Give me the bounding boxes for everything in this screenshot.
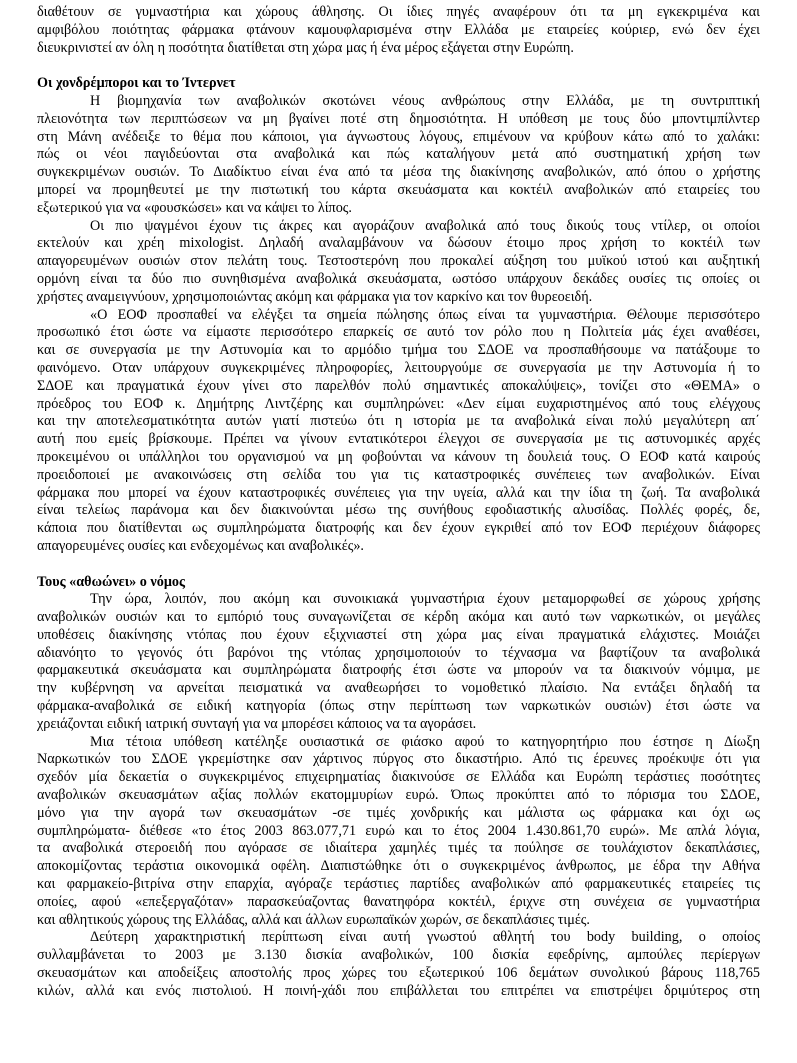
text-line: Την ώρα, λοιπόν, που ακόμη και συνοικιακά γυμναστήρια έχουν μεταμορφωθεί σε χώρους χρήσης — [90, 591, 760, 608]
text-line: Η βιομηχανία των αναβολικών σκοτώνει νέους ανθρώπους στην Ελλάδα, με τη συντριπτική — [90, 92, 760, 109]
text-line: μπορεί να προμηθευτεί με την πιστωτική του κάρτα σκευάσματα και κοκτέιλ αναβολικών από εταιρείες του — [37, 181, 760, 198]
paragraph — [37, 734, 760, 930]
text-line: πρόεδρος του ΕΟΦ κ. Δημήτρης Λιντζέρης και συμπληρώνει: «Δεν είμαι ευχαριστημένος από τους ελέγχους — [37, 395, 760, 412]
text-line: μόνο για την αγορά των σκευασμάτων -σε τιμές χονδρικής και μάλιστα ως φάρμακα και όχι ως — [37, 804, 760, 821]
text-line: στη Μάνη ανέδειξε το θέμα που κάποιοι, για άγνωστους λόγους, επιμένουν να κρύβουν κάτω από το χαλάκι: — [37, 128, 760, 145]
text-line: συγκεκριμένων ουσιών. Το Διαδίκτυο είναι ένα από τα μέσα της διακίνησης αναβολικών, από όπου ο χρήστης — [37, 164, 760, 181]
text-line: και την αποτελεσματικότητα αυτών γιατί πιστεύω ότι η ιστορία με τα αναβολικά είναι πολύ μεγαλύτερη απ΄ — [37, 413, 760, 430]
text-line: Οι πιο ψαγμένοι έχουν τις άκρες και αγοράζουν αναβολικά από τους δικούς τους ντίλερ, οι οποίοι — [90, 217, 760, 234]
text-line: και αθλητικούς χώρους της Ελλάδας, αλλά και άλλων ευρωπαϊκών χωρών, σε δεκαπλάσιες τιμές. — [37, 911, 590, 928]
text-line: Μια τέτοια υπόθεση κατέληξε ουσιαστικά σε φιάσκο αφού το κατηγορητήριο που έστησε η Δίωξη — [90, 733, 760, 750]
text-line: την κυβέρνηση να αρνείται πεισματικά να αναθεωρήσει το νομοθετικό πλαίσιο. Να εντάξει δηλαδή τα — [37, 680, 760, 697]
text-line: αδιανόητο το γεγονός ότι βαρόνοι της ντόπας χρησιμοποιούν το τέχνασμα να βαφτίζουν τα αναβολικά — [37, 644, 760, 661]
text-line: χρειάζονται ειδική ιατρική συνταγή για να μπορέσει κάποιος να τα αγοράσει. — [37, 715, 477, 732]
text-line: ΣΔΟΕ και πραγματικά έχουν γίνει στο παρελθόν πολύ σημαντικές αποκαλύψεις», τονίζει στο «ΘΕΜΑ» ο — [37, 377, 760, 394]
text-line: προσωπικό έτσι ώστε να είμαστε περισσότερο επαρκείς σε αυτό τον ρόλο που η Πολιτεία μάς έχει αναθέσει, — [37, 324, 760, 341]
section-gap — [37, 57, 760, 75]
text-line: Ναρκωτικών του ΣΔΟΕ γκρεμίστηκε σαν χάρτινος πύργος στο δικαστήριο. Από τις έρευνες προέκυψε ότι για — [37, 751, 760, 768]
text-line: οποίες, αφού «επεξεργαζόταν» παρασκεύαζοντας θανατηφόρα κοκτέιλ, έριχνε στη συνέχεια σε γυμναστήρια — [37, 893, 760, 910]
text-line: τα αναβολικά στεροειδή που αγόρασε σε ιδιαίτερα χαμηλές τιμές τα πούλησε σε τουλάχιστον δεκαπλάσιες, — [37, 840, 760, 857]
text-line: απαγορευμένες ουσίες και ενδεχομένως και αναβολικές». — [37, 537, 364, 554]
text-line: προειδοποιεί με ανακοινώσεις στη σελίδα του για τις καταστροφικές συνέπειες των αναβολικών. Είναι — [37, 466, 760, 483]
text-line: σκευασμάτων και αποδείξεις αποστολής προς χώρες του εξωτερικού 106 δεμάτων συνολικού βάρους 118,765 — [37, 965, 760, 982]
text-line: συλλαμβάνεται το 2003 με 3.130 δισκία αναβολικών, 100 δισκία εφεδρίνης, αμπούλες περίεργων — [37, 947, 760, 964]
text-line: και φαρμακείο-βιτρίνα στην επαρχία, αγόραζε τεράστιες παρτίδες αναβολικών από φαρμακευτικές εταιρείες τις — [37, 876, 760, 893]
text-line: πλειονότητα των περιπτώσεων να μη βγαίνει ποτέ στη δημοσιότητα. Η υπόθεση με τους δύο μποντιμπίλντερ — [37, 110, 760, 127]
text-line: αμφιβόλου ποιότητας φάρμακα φτάνουν καμουφλαρισμένα στην Ελλάδα με εταιρείες κούριερ, ενώ δεν έχει — [37, 21, 760, 38]
text-line: απαγορευμένων ουσιών στον πελάτη τους. Τεστοστερόνη που προκαλεί αύξηση του μυϊκού ιστού και αυξητική — [37, 253, 760, 270]
text-line: συμπληρώματα- διέθεσε «το έτος 2003 863.077,71 ευρώ και το έτος 2004 1.430.861,70 ευρώ». Με απλά λόγια, — [37, 822, 760, 839]
text-line: ορμόνη είναι τα δύο πιο συνηθισμένα αναβολικά σκευάσματα, ωστόσο υπάρχουν δεκάδες ουσίες τις οποίες οι — [37, 270, 760, 287]
section-heading: Οι χονδρέμποροι και το Ίντερνετ — [37, 75, 236, 92]
text-line: «Ο ΕΟΦ προσπαθεί να ελέγξει τα σημεία πώλησης όπως είναι τα γυμναστήρια. Θέλουμε περισσότερο — [90, 306, 760, 323]
text-line: φαινόμενο. Οταν υπάρχουν συγκεκριμένες πληροφορίες, λειτουργούμε σε συνεργασία με την Αστυνομία ή το — [37, 359, 760, 376]
text-line: σχεδόν μία δεκαετία ο συγκεκριμένος επιχειρηματίας διακινούσε σε Ελλάδα και Ευρώπη τεράστιες ποσότητες — [37, 769, 760, 786]
section-gap — [37, 556, 760, 574]
text-line: Δεύτερη χαρακτηριστική περίπτωση είναι αυτή γνωστού αθλητή του body building, ο οποίος — [90, 929, 760, 946]
paragraph — [37, 591, 760, 733]
text-line: κιλών, αλλά και ενός πιστολιού. Η ποινή-χάδι που επιβάλλεται του επιτρέπει να επιστρέψει δριμύτερος στη — [37, 982, 760, 999]
text-line: φάρμακα που μπορεί να έχουν καταστροφικές συνέπειες για την υγεία, αλλά και την ίδια τη ζωή. Τα αναβολικά — [37, 484, 760, 501]
text-line: εξωτερικού για να «φουσκώσει» και να κάψει το λίπος. — [37, 199, 352, 216]
text-line: φάρμακα-αναβολικά σε ειδική κατηγορία (όπως στην περίπτωση των ναρκωτικών ουσιών) έτσι ώστε να — [37, 698, 760, 715]
text-line: αυτή που εμείς βρίσκουμε. Πρέπει να γίνουν εντατικότεροι έλεγχοι σε συνεργασία με τις αστυνομικές αρχές — [37, 431, 760, 448]
text-line: αναβολικών σκευασμάτων αξίας πολλών εκατομμυρίων ευρώ. Όπως προκύπτει από το πόρισμα του ΣΔΟΕ, — [37, 787, 760, 804]
paragraph — [37, 929, 760, 1000]
text-line: προκειμένου οι υπάλληλοι του οργανισμού να μη φοβούνται να κάνουν τη δουλειά τους. Ο ΕΟΦ κατά καιρούς — [37, 448, 760, 465]
text-line: κάποια που διατίθενται ως συμπληρώματα διατροφής και δεν έχουν εγκριθεί από τον ΕΟΦ περιέχουν διάφορες — [37, 520, 760, 537]
text-line: αποκομίζοντας τεράστια οικονομικά οφέλη. Διαπιστώθηκε ότι ο συγκεκριμένος άνθρωπος, με έδρα την Αθήνα — [37, 858, 760, 875]
section-heading: Τους «αθωώνει» ο νόμος — [37, 573, 185, 590]
text-line: χρήστες αναμειγνύουν, χρησιμοποιώντας ακόμη και φάρμακα για τον καρκίνο και τον θυρεοειδή. — [37, 288, 593, 305]
paragraph — [37, 307, 760, 556]
text-line: και σε συνεργασία με την Αστυνομία και το αρμόδιο τμήμα του ΣΔΟΕ να προσπαθήσουμε να πατάξουμε το — [37, 342, 760, 359]
paragraph — [37, 4, 760, 57]
text-line: εκτελούν και χρέη mixologist. Δηλαδή αναλαμβάνουν να δώσουν έτοιμο προς χρήση το κοκτέιλ των — [37, 235, 760, 252]
paragraph — [37, 218, 760, 307]
text-line: διαθέτουν σε γυμναστήρια και χώρους άθλησης. Οι ίδιες πηγές αναφέρουν ότι τα μη εγκεκριμένα και — [37, 4, 760, 20]
paragraph — [37, 93, 760, 218]
text-line: αναβολικών ουσιών και το εμπόριό τους συναγωνίζεται σε κέρδη ακόμα και αυτό των ναρκωτικών, οι μεγάλες — [37, 609, 760, 626]
text-line: διευκρινιστεί αν όλη η ποσότητα διατίθεται στη χώρα μας ή ένα μέρος εξάγεται στην Ευρώπη. — [37, 39, 574, 56]
text-line: είναι τελείως παράνομα και δεν διακινούνται μέσω της συνήθους εφοδιαστικής αλυσίδας. Πολλές φορές, δε, — [37, 502, 760, 519]
text-line: υποθέσεις διακίνησης ντόπας που έχουν εξιχνιαστεί στη χώρα μας είναι πραγματικά ελάχιστες. Μοιάζει — [37, 626, 760, 643]
text-line: φαρμακευτικά σκευάσματα και συμπληρώματα διατροφής έτσι ώστε να μπορούν να τα διακινούν νόμιμα, με — [37, 662, 760, 679]
text-line: πώς οι νέοι παγιδεύονται στα αναβολικά και πώς καταλήγουν μετά από συστηματική χρήση των — [37, 146, 760, 163]
